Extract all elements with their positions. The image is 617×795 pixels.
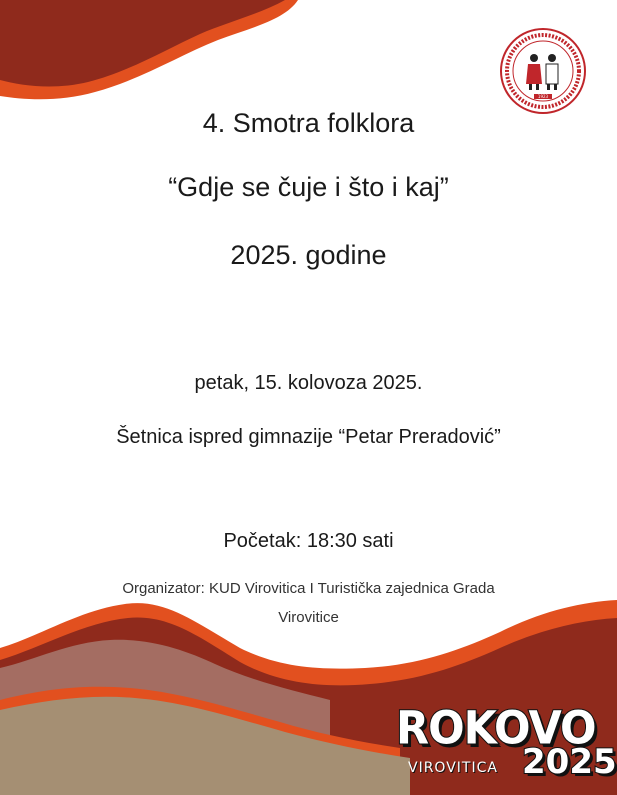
rokovo-logo-word: ROKOVO (396, 702, 596, 756)
rokovo-festival-logo (396, 702, 617, 792)
rokovo-logo-year: 2025 (522, 742, 617, 782)
emblem-year: 1923 (537, 94, 549, 99)
rokovo-logo-city: VIROVITICA (408, 760, 498, 776)
event-location: Šetnica ispred gimnazije “Petar Preradović” (116, 426, 501, 448)
event-title-number: 4. Smotra folklora (202, 108, 415, 138)
organizer-line-1: Organizator: KUD Virovitica I Turistička zajednica Grada (122, 580, 495, 597)
event-start-time: Početak: 18:30 sati (223, 530, 394, 552)
event-title-name: “Gdje se čuje i što i kaj” (168, 172, 449, 202)
event-date: petak, 15. kolovoza 2025. (194, 372, 423, 394)
organizer-line-2: Virovitice (278, 609, 339, 626)
event-title-year: 2025. godine (230, 240, 387, 270)
folk-society-emblem-icon (500, 28, 586, 114)
